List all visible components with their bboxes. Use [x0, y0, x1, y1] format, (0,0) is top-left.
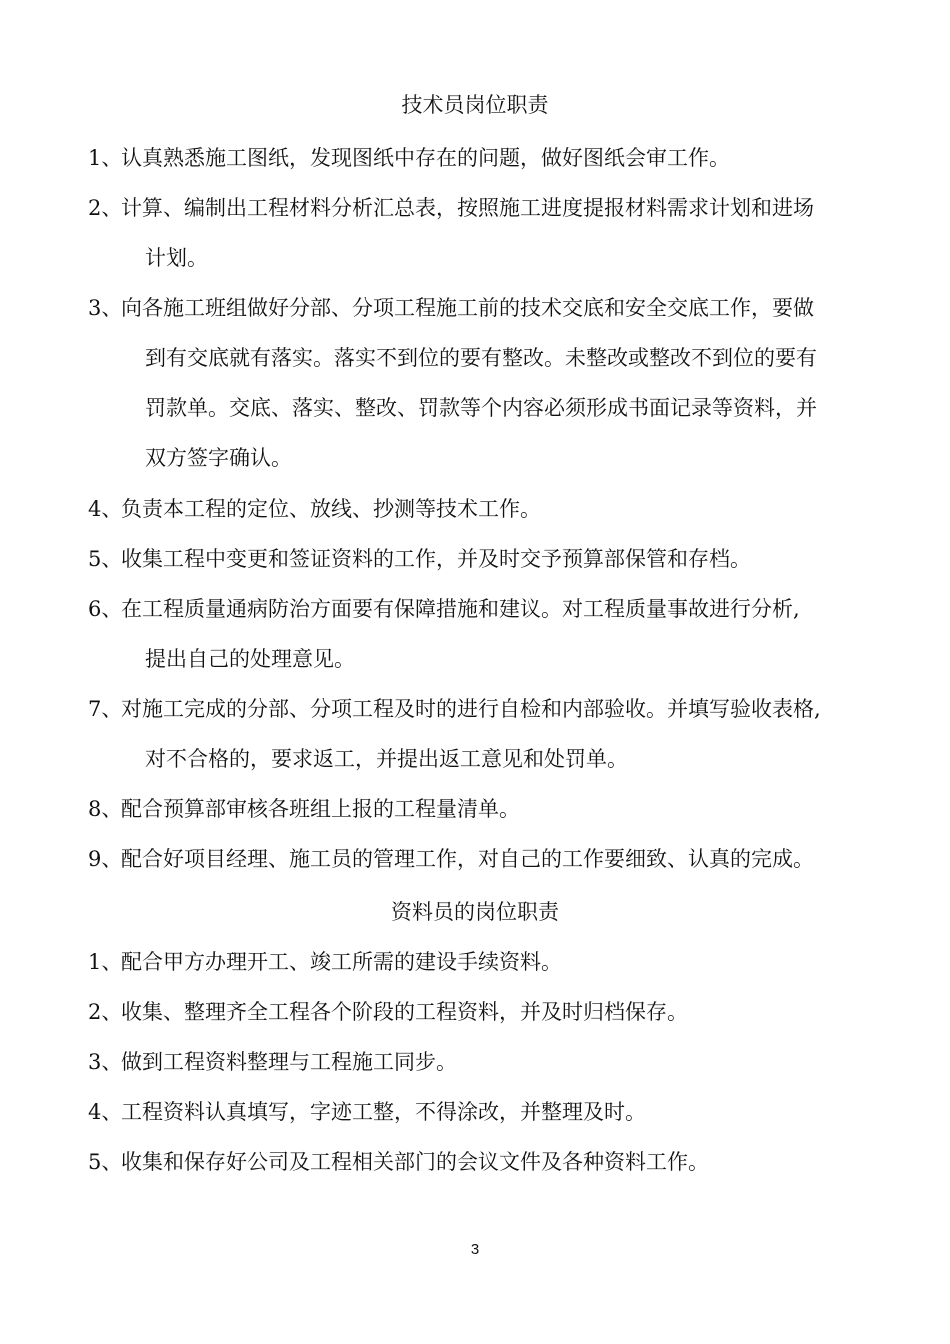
- item-text: 配合甲方办理开工、竣工所需的建设手续资料。: [121, 950, 562, 974]
- item-text-continued: 对不合格的，要求返工，并提出返工意见和处罚单。: [145, 747, 628, 771]
- item-number: 5、: [88, 1150, 123, 1174]
- item-text: 收集和保存好公司及工程相关部门的会议文件及各种资料工作。: [121, 1150, 709, 1174]
- item-number: 5、: [88, 547, 123, 571]
- item-text: 配合预算部审核各班组上报的工程量清单。: [121, 797, 520, 821]
- item-number: 3、: [88, 1050, 123, 1074]
- clerk-duty-3: [88, 1037, 868, 1087]
- clerk-duty-2: [88, 987, 868, 1037]
- item-text-continued: 罚款单。交底、落实、整改、罚款等个内容必须形成书面记录等资料，并: [145, 396, 817, 420]
- technician-duty-1: [88, 133, 868, 183]
- item-text-continued: 到有交底就有落实。落实不到位的要有整改。未整改或整改不到位的要有: [145, 346, 817, 370]
- item-text: 工程资料认真填写，字迹工整，不得涂改，并整理及时。: [121, 1100, 646, 1124]
- item-text: 收集、整理齐全工程各个阶段的工程资料，并及时归档保存。: [121, 1000, 688, 1024]
- page-number: 3: [470, 1241, 480, 1258]
- clerk-duty-4: [88, 1087, 868, 1137]
- technician-duty-8: [88, 784, 868, 834]
- item-text: 在工程质量通病防治方面要有保障措施和建议。对工程质量事故进行分析,: [121, 597, 800, 621]
- item-text: 向各施工班组做好分部、分项工程施工前的技术交底和安全交底工作，要做: [121, 296, 814, 320]
- item-number: 1、: [88, 146, 123, 170]
- section-title-documentation-clerk: 资料员的岗位职责: [391, 900, 559, 924]
- item-number: 7、: [88, 697, 123, 721]
- item-text: 做到工程资料整理与工程施工同步。: [121, 1050, 457, 1074]
- item-text: 配合好项目经理、施工员的管理工作，对自己的工作要细致、认真的完成。: [121, 847, 814, 871]
- item-number: 1、: [88, 950, 123, 974]
- technician-duty-6: [88, 584, 868, 684]
- item-number: 3、: [88, 296, 123, 320]
- technician-duty-5: [88, 534, 868, 584]
- technician-duty-7: [88, 684, 868, 784]
- item-number: 4、: [88, 1100, 123, 1124]
- item-text: 认真熟悉施工图纸，发现图纸中存在的问题，做好图纸会审工作。: [121, 146, 730, 170]
- item-number: 2、: [88, 196, 123, 220]
- item-number: 9、: [88, 847, 123, 871]
- section-title-technician: 技术员岗位职责: [401, 93, 549, 117]
- item-text: 收集工程中变更和签证资料的工作，并及时交予预算部保管和存档。: [121, 547, 751, 571]
- item-number: 8、: [88, 797, 123, 821]
- item-number: 6、: [88, 597, 123, 621]
- item-text-continued: 提出自己的处理意见。: [145, 647, 355, 671]
- item-number: 4、: [88, 497, 123, 521]
- technician-duty-9: [88, 834, 868, 884]
- technician-duty-4: [88, 484, 868, 534]
- item-text: 对施工完成的分部、分项工程及时的进行自检和内部验收。并填写验收表格,: [121, 697, 821, 721]
- item-number: 2、: [88, 1000, 123, 1024]
- clerk-duty-1: [88, 937, 868, 987]
- clerk-duty-5: [88, 1137, 868, 1187]
- technician-duty-3: [88, 283, 868, 483]
- item-text: 负责本工程的定位、放线、抄测等技术工作。: [121, 497, 541, 521]
- technician-duty-2: [88, 183, 868, 283]
- item-text: 计算、编制出工程材料分析汇总表，按照施工进度提报材料需求计划和进场: [121, 196, 814, 220]
- item-text-continued: 双方签字确认。: [145, 446, 292, 470]
- item-text-continued: 计划。: [145, 246, 208, 270]
